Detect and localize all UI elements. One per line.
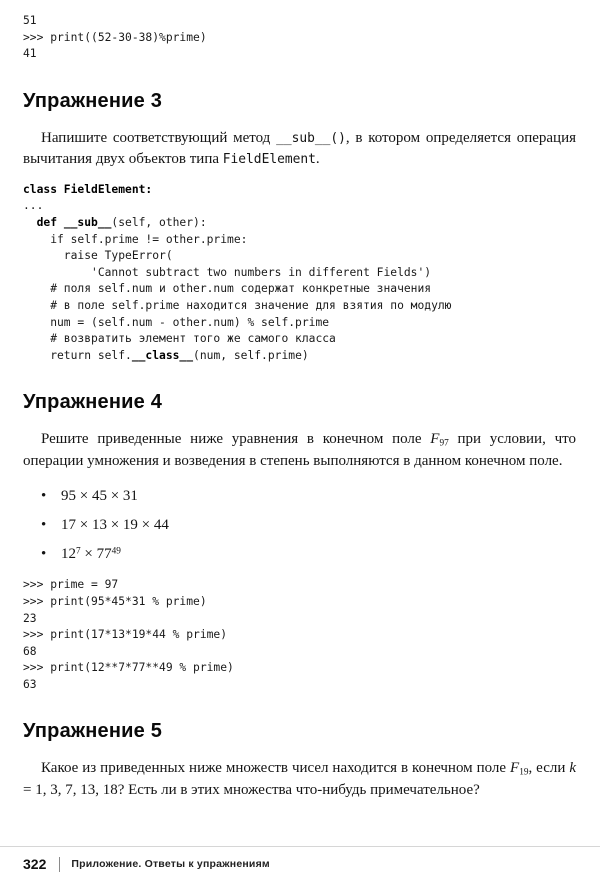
text-segment: при условии, что операции умножения и возведения в степень выполняются в данном конечном поле. xyxy=(23,431,576,469)
text-segment: 49 xyxy=(111,546,121,557)
text-segment: k xyxy=(569,760,576,777)
bullet-item xyxy=(23,487,576,505)
bullet-text xyxy=(61,516,169,534)
text-segment: (self, other): xyxy=(111,215,207,229)
text-segment: >>> print(12**7*77**49 % prime) xyxy=(23,661,234,675)
exercise-4-bullet-list xyxy=(23,487,576,563)
text-segment: >>> print(95*45*31 % prime) xyxy=(23,594,207,608)
text-segment: = 1, 3, 7, 13, 18? Есть ли в этих множества что-нибудь примечательное? xyxy=(23,781,480,798)
exercise-3-code-block xyxy=(23,182,576,365)
text-segment: FieldElement xyxy=(222,152,316,168)
text-segment: # поля self.num и other.num содержат конкретные значения xyxy=(23,282,432,296)
text-segment: × 77 xyxy=(80,546,112,563)
text-segment: 97 xyxy=(439,438,449,449)
text-segment: 19 xyxy=(519,767,529,778)
text-segment: __sub__() xyxy=(276,130,346,146)
code-line xyxy=(23,594,576,611)
text-segment: 17 × 13 × 19 × 44 xyxy=(61,517,169,534)
text-segment: (num, self.prime) xyxy=(193,348,309,362)
code-line xyxy=(23,30,576,47)
code-line xyxy=(23,248,576,265)
text-segment: Напишите соответствующий метод xyxy=(41,129,277,146)
code-line xyxy=(23,298,576,315)
exercise-4-code-block xyxy=(23,577,576,693)
bullet-marker-icon: • xyxy=(41,517,47,534)
page-number: 322 xyxy=(23,856,47,872)
text-segment: 41 xyxy=(23,47,37,61)
bullet-item xyxy=(23,545,576,563)
page-footer xyxy=(0,846,600,872)
text-segment: __class__ xyxy=(131,348,194,362)
text-segment: __sub__ xyxy=(63,215,112,229)
text-segment: num = (self.num - other.num) % self.prime xyxy=(23,315,330,329)
text-segment: 63 xyxy=(23,677,37,691)
bullet-text xyxy=(61,487,138,505)
text-segment: >>> print((52-30-38)%prime) xyxy=(23,30,207,44)
code-line xyxy=(23,627,576,644)
footer-chapter-title: Приложение. Ответы к упражнениям xyxy=(71,858,270,870)
exercise-5-paragraph xyxy=(23,758,576,801)
code-line xyxy=(23,644,576,661)
code-line xyxy=(23,13,576,30)
text-segment: , в котором определяется операция вычитания двух объектов типа xyxy=(23,129,576,168)
code-line xyxy=(23,265,576,282)
bullet-item xyxy=(23,516,576,534)
text-segment: # возвратить элемент того же самого класса xyxy=(23,332,336,346)
text-segment: 7 xyxy=(76,546,81,557)
text-segment: 12 xyxy=(61,546,76,563)
code-line xyxy=(23,611,576,628)
code-line xyxy=(23,315,576,332)
footer-divider xyxy=(59,857,60,872)
code-line xyxy=(23,182,576,199)
bullet-text xyxy=(61,545,121,563)
code-line xyxy=(23,331,576,348)
bullet-marker-icon: • xyxy=(41,546,47,563)
code-line xyxy=(23,281,576,298)
code-line xyxy=(23,198,576,215)
text-segment: 51 xyxy=(23,14,37,27)
code-line xyxy=(23,46,576,63)
code-line xyxy=(23,348,576,365)
text-segment: >>> print(17*13*19*44 % prime) xyxy=(23,628,228,642)
text-segment: # в поле self.prime находится значение для взятия по модулю xyxy=(23,298,452,312)
text-segment: F xyxy=(430,431,440,448)
text-segment: Какое из приведенных ниже множеств чисел находится в конечном поле xyxy=(41,760,511,777)
text-segment: 'Cannot subtract two numbers in different Fields') xyxy=(23,265,432,279)
exercise-3-heading: Упражнение 3 xyxy=(23,89,163,112)
text-segment: 68 xyxy=(23,644,37,658)
text-segment: ... xyxy=(23,199,44,213)
text-segment: Решите приведенные ниже уравнения в конечном поле xyxy=(41,431,431,448)
intro-code-block xyxy=(23,13,576,63)
text-segment: , если xyxy=(528,760,570,777)
exercise-5-heading: Упражнение 5 xyxy=(23,720,163,743)
text-segment: 23 xyxy=(23,611,37,625)
text-segment: 95 × 45 × 31 xyxy=(61,488,138,505)
text-segment: class FieldElement: xyxy=(23,182,153,196)
text-segment: def xyxy=(23,215,64,229)
code-line xyxy=(23,660,576,677)
exercise-4-paragraph xyxy=(23,429,576,472)
code-line xyxy=(23,577,576,594)
text-segment: return self. xyxy=(23,348,132,362)
exercise-4-heading: Упражнение 4 xyxy=(23,391,163,414)
text-segment: F xyxy=(510,760,520,777)
text-segment: raise TypeError( xyxy=(23,249,173,263)
bullet-marker-icon: • xyxy=(41,488,47,505)
code-line xyxy=(23,677,576,694)
exercise-3-paragraph xyxy=(23,128,576,171)
text-segment: >>> prime = 97 xyxy=(23,578,119,592)
text-segment: if self.prime != other.prime: xyxy=(23,232,248,246)
text-segment: . xyxy=(315,151,320,168)
code-line xyxy=(23,232,576,249)
code-line xyxy=(23,215,576,232)
